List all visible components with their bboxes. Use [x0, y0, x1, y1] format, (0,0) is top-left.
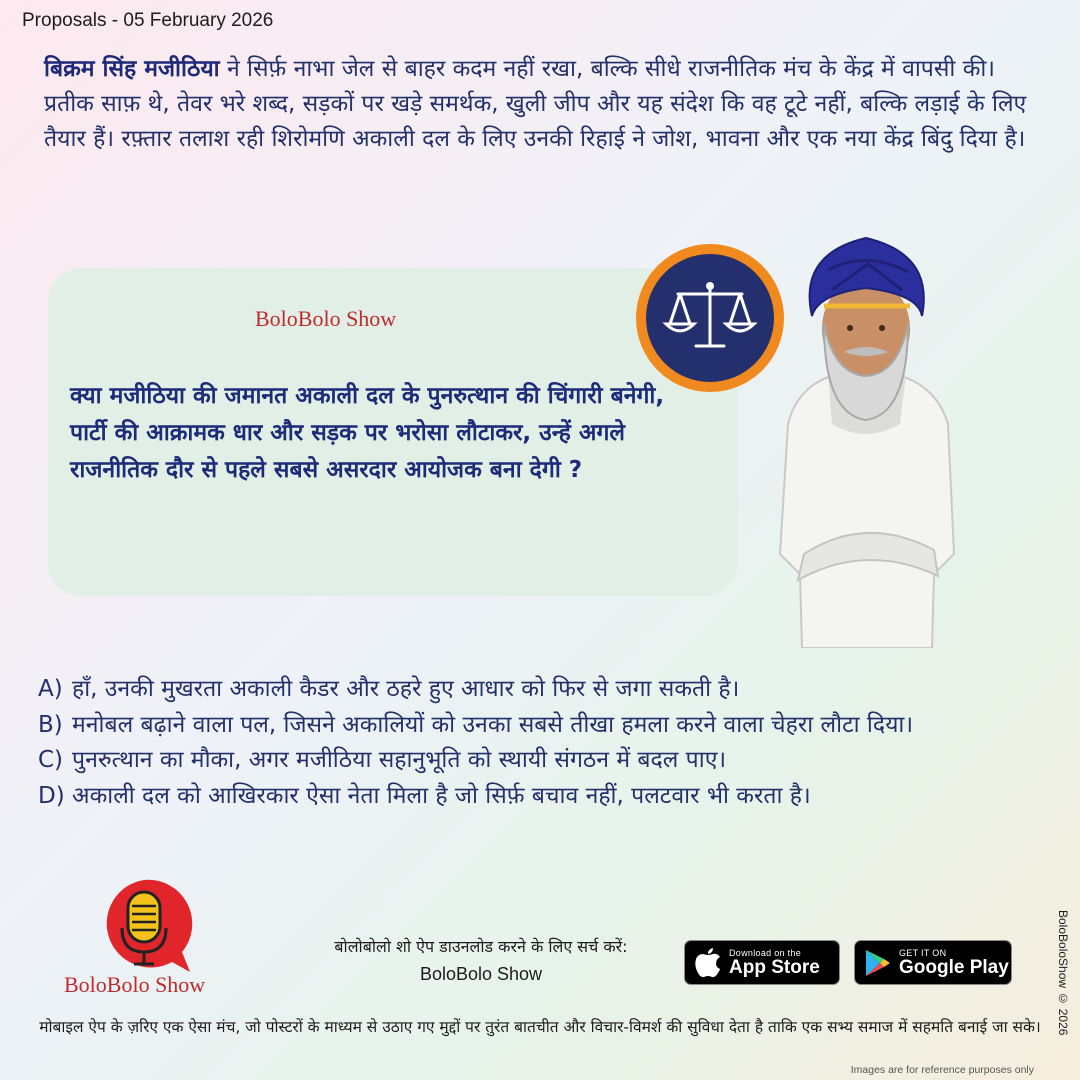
microphone-speech-bubble-icon	[92, 874, 196, 978]
download-app-name: BoloBolo Show	[419, 964, 543, 984]
download-hint: बोलोबोलो शो ऐप डाउनलोड करने के लिए सर्च करें:	[334, 937, 628, 956]
scales-badge	[636, 244, 784, 392]
option-text: हाँ, उनकी मुखरता अकाली कैडर और ठहरे हुए आधार को फिर से जगा सकती है।	[72, 676, 740, 702]
intro-highlight-name: बिक्रम सिंह मजीठिया	[44, 56, 220, 82]
option-b[interactable]	[38, 708, 1038, 744]
apple-icon	[695, 948, 721, 978]
google-play-big-text: Google Play	[899, 957, 1009, 978]
poll-question: क्या मजीठिया की जमानत अकाली दल के पुनरुत्थान की चिंगारी बनेगी, पार्टी की आक्रामक धार और सड़क पर भरोसा लौटाकर, उन्हें अगले राजनीतिक दौर से पहले सबसे असरदार आयोजक बना देगी ?	[70, 383, 665, 483]
intro-body: ने सिर्फ़ नाभा जेल से बाहर कदम नहीं रखा, बल्कि सीधे राजनीतिक मंच के केंद्र में वापसी की। प्रतीक साफ़ थे, तेवर भरे शब्द, सड़कों पर खड़े समर्थक, खुली जीप और यह संदेश कि वह टूटे नहीं, बल्कि लड़ाई के लिए तैयार हैं। रफ़्तार तलाश रही शिरोमणि अकाली दल के लिए उनकी रिहाई ने जोश, भावना और एक नया केंद्र बिंदु दिया है।	[44, 56, 1027, 152]
option-text: मनोबल बढ़ाने वाला पल, जिसने अकालियों को उनका सबसे तीखा हमला करने वाला चेहरा लौटा दिया।	[72, 711, 914, 738]
image-disclaimer: Images are for reference purposes only	[850, 1064, 1034, 1076]
header-date: Proposals - 05 February 2026	[22, 10, 274, 31]
option-letter: C)	[38, 747, 64, 774]
google-play-button[interactable]	[854, 940, 1012, 985]
copyright-credit: BoloBoloShow © 2026	[1056, 910, 1070, 1036]
option-letter: D)	[38, 782, 65, 809]
app-store-big-text: App Store	[729, 957, 820, 978]
option-a[interactable]	[38, 672, 1038, 708]
leader-portrait	[768, 224, 964, 648]
option-letter: A)	[38, 676, 63, 702]
poll-options	[38, 672, 1038, 815]
option-text: अकाली दल को आखिरकार ऐसा नेता मिला है जो सिर्फ़ बचाव नहीं, पलटवार भी करता है।	[72, 782, 811, 809]
option-text: पुनरुत्थान का मौका, अगर मजीठिया सहानुभूति को स्थायी संगठन में बदल पाए।	[72, 747, 727, 774]
intro-paragraph	[44, 52, 1040, 157]
option-letter: B)	[38, 711, 63, 738]
footer-brand: BoloBolo Show	[64, 972, 206, 997]
question-card-brand: BoloBolo Show	[255, 306, 397, 331]
option-d[interactable]	[38, 779, 1038, 815]
app-store-small-text: Download on the	[729, 948, 802, 958]
scales-of-justice-icon	[658, 278, 762, 358]
mission-statement: मोबाइल ऐप के ज़रिए एक ऐसा मंच, जो पोस्टरों के माध्यम से उठाए गए मुद्दों पर तुरंत बातचीत और विचार-विमर्श की सुविधा देता है ताकि एक सभ्य समाज में सहमति बनाई जा सके।	[39, 1018, 1041, 1036]
app-store-button[interactable]	[684, 940, 840, 985]
option-c[interactable]	[38, 743, 1038, 779]
google-play-small-text: GET IT ON	[899, 948, 947, 958]
google-play-icon	[865, 949, 891, 977]
